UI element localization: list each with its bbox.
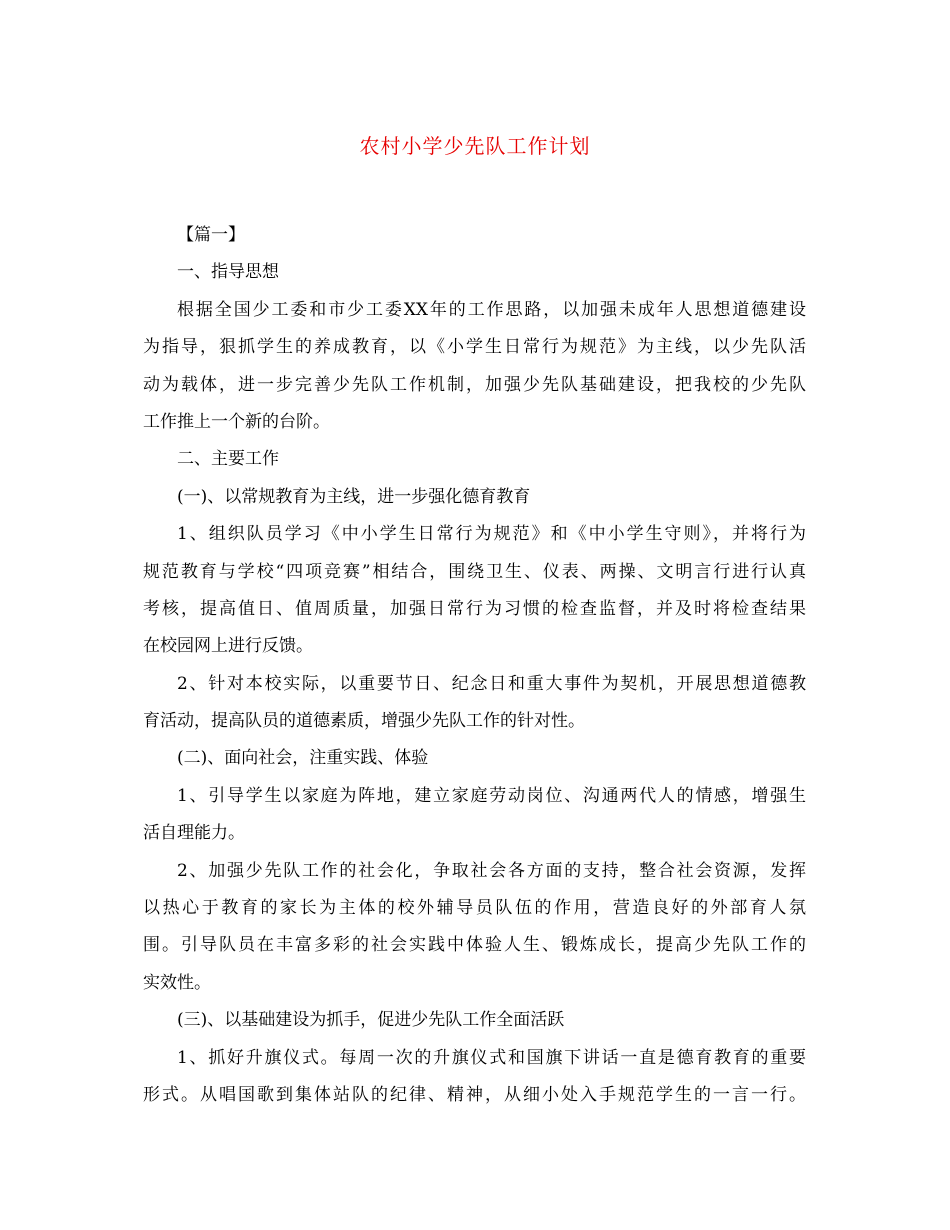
text-line: 1、抓好升旗仪式。每周一次的升旗仪式和国旗下讲话一直是德育教育的重要 bbox=[177, 1047, 806, 1068]
text-line: 考核，提高值日、值周质量，加强日常行为习惯的检查监督，并及时将检查结果 bbox=[143, 598, 806, 619]
text-line: 根据全国少工委和市少工委XX年的工作思路，以加强未成年人思想道德建设 bbox=[177, 299, 806, 320]
text-line: 为指导，狠抓学生的养成教育，以《小学生日常行为规范》为主线，以少先队活 bbox=[143, 337, 806, 358]
text-line: 形式。从唱国歌到集体站队的纪律、精神，从细小处入手规范学生的一言一行。 bbox=[143, 1084, 806, 1105]
text-line: 一、指导思想 bbox=[177, 262, 279, 283]
text-line: 2、加强少先队工作的社会化，争取社会各方面的支持，整合社会资源，发挥 bbox=[177, 860, 806, 881]
text-line: 规范教育与学校“四项竞赛”相结合，围绕卫生、仪表、两操、文明言行进行认真 bbox=[143, 561, 806, 582]
text-line: 二、主要工作 bbox=[177, 449, 279, 470]
text-line: 围。引导队员在丰富多彩的社会实践中体验人生、锻炼成长，提高少先队工作的 bbox=[143, 935, 806, 956]
text-line: 2、针对本校实际，以重要节日、纪念日和重大事件为契机，开展思想道德教 bbox=[177, 673, 806, 694]
text-line: 活自理能力。 bbox=[143, 823, 245, 844]
text-line: 工作推上一个新的台阶。 bbox=[143, 411, 330, 432]
text-line: 1、引导学生以家庭为阵地，建立家庭劳动岗位、沟通两代人的情感，增强生 bbox=[177, 785, 806, 806]
text-line: (二)、面向社会，注重实践、体验 bbox=[177, 748, 429, 769]
text-line: 育活动，提高队员的道德素质，增强少先队工作的针对性。 bbox=[143, 711, 585, 732]
document-title: 农村小学少先队工作计划 bbox=[359, 134, 591, 158]
text-line: 在校园网上进行反馈。 bbox=[143, 636, 313, 657]
text-line: 1、组织队员学习《中小学生日常行为规范》和《中小学生守则》，并将行为 bbox=[177, 524, 806, 545]
text-line: 以热心于教育的家长为主体的校外辅导员队伍的作用，营造良好的外部育人氛 bbox=[143, 898, 806, 919]
document-body bbox=[143, 217, 806, 1114]
text-line: 实效性。 bbox=[143, 972, 211, 993]
text-line: (一)、以常规教育为主线，进一步强化德育教育 bbox=[177, 486, 531, 507]
text-line: 动为载体，进一步完善少先队工作机制，加强少先队基础建设，把我校的少先队 bbox=[143, 374, 806, 395]
text-line: 【篇一】 bbox=[177, 225, 245, 245]
text-line: (三)、以基础建设为抓手，促进少先队工作全面活跃 bbox=[177, 1010, 565, 1031]
